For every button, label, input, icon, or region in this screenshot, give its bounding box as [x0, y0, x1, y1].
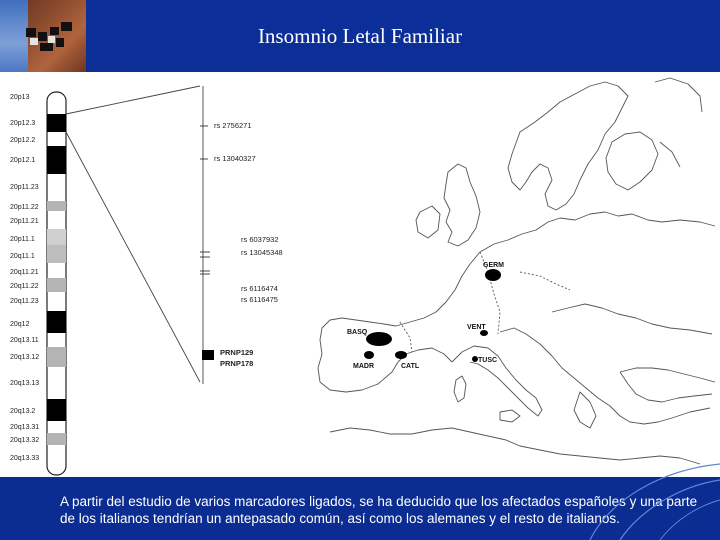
- marker-ticks: [200, 126, 214, 360]
- band-label: 20q11.22: [10, 283, 39, 290]
- band-label: 20p11.23: [10, 184, 39, 191]
- marker-label: rs 6116475: [241, 295, 278, 304]
- band-label: 20p13: [10, 94, 30, 101]
- marker-label: rs 6037932: [241, 235, 279, 244]
- band-label: 20p11.21: [10, 218, 39, 225]
- figure: [0, 72, 720, 477]
- band-label: 20p12.1: [10, 157, 36, 164]
- zoom-lines: [66, 86, 203, 384]
- marker-label: PRNP178: [220, 359, 254, 368]
- logo-mark: [0, 0, 86, 72]
- band-label: 20q11.21: [10, 269, 39, 276]
- marker-label: rs 6116474: [241, 284, 278, 293]
- band-label: 20q13.32: [10, 437, 40, 444]
- decorative-swirl: [580, 460, 720, 540]
- basq-label: BASQ: [347, 329, 368, 336]
- band-label: 20p11.22: [10, 204, 39, 211]
- marker-label: rs 2756271: [214, 121, 252, 130]
- band-label: 20q13.12: [10, 354, 40, 361]
- marker-label: rs 13045348: [241, 248, 283, 257]
- band-label: 20p12.2: [10, 137, 36, 144]
- band-label: 20q11.23: [10, 298, 39, 305]
- band-label: 20p12.3: [10, 120, 36, 127]
- marker-label: PRNP129: [220, 348, 254, 357]
- band-label: 20p11.1: [10, 236, 35, 243]
- logo: [0, 0, 86, 72]
- band-label: 20q13.13: [10, 380, 40, 387]
- figure-svg: [0, 72, 720, 477]
- marker-label: rs 13040327: [214, 154, 256, 163]
- catl-dot: [395, 351, 407, 359]
- band-labels: [10, 94, 39, 462]
- catl-label: CATL: [401, 363, 420, 370]
- madr-dot: [364, 351, 374, 359]
- vent-label: VENT: [467, 324, 486, 331]
- basq-dot: [366, 332, 392, 346]
- madr-label: MADR: [353, 363, 374, 370]
- band-label: 20q13.2: [10, 408, 36, 415]
- tusc-label: TUSC: [478, 357, 498, 364]
- slide-title: Insomnio Letal Familiar: [257, 24, 463, 48]
- germ-label: GERM: [483, 262, 504, 269]
- slide-caption: A partir del estudio de varios marcadores ligados, se ha deducido que los afectados españoles y una parte de los italianos tendrían un antepasado común, así como los alemanes y el resto de italianos.: [60, 494, 698, 526]
- europe-map: [318, 78, 715, 464]
- band-label: 20q13.31: [10, 424, 40, 431]
- germ-dot: [485, 269, 501, 281]
- band-label: 20q11.1: [10, 253, 35, 260]
- chromosome-ideogram: [47, 92, 66, 475]
- marker-labels: [214, 121, 283, 368]
- band-label: 20q12: [10, 321, 30, 328]
- band-label: 20q13.11: [10, 337, 39, 344]
- band-label: 20q13.33: [10, 455, 40, 462]
